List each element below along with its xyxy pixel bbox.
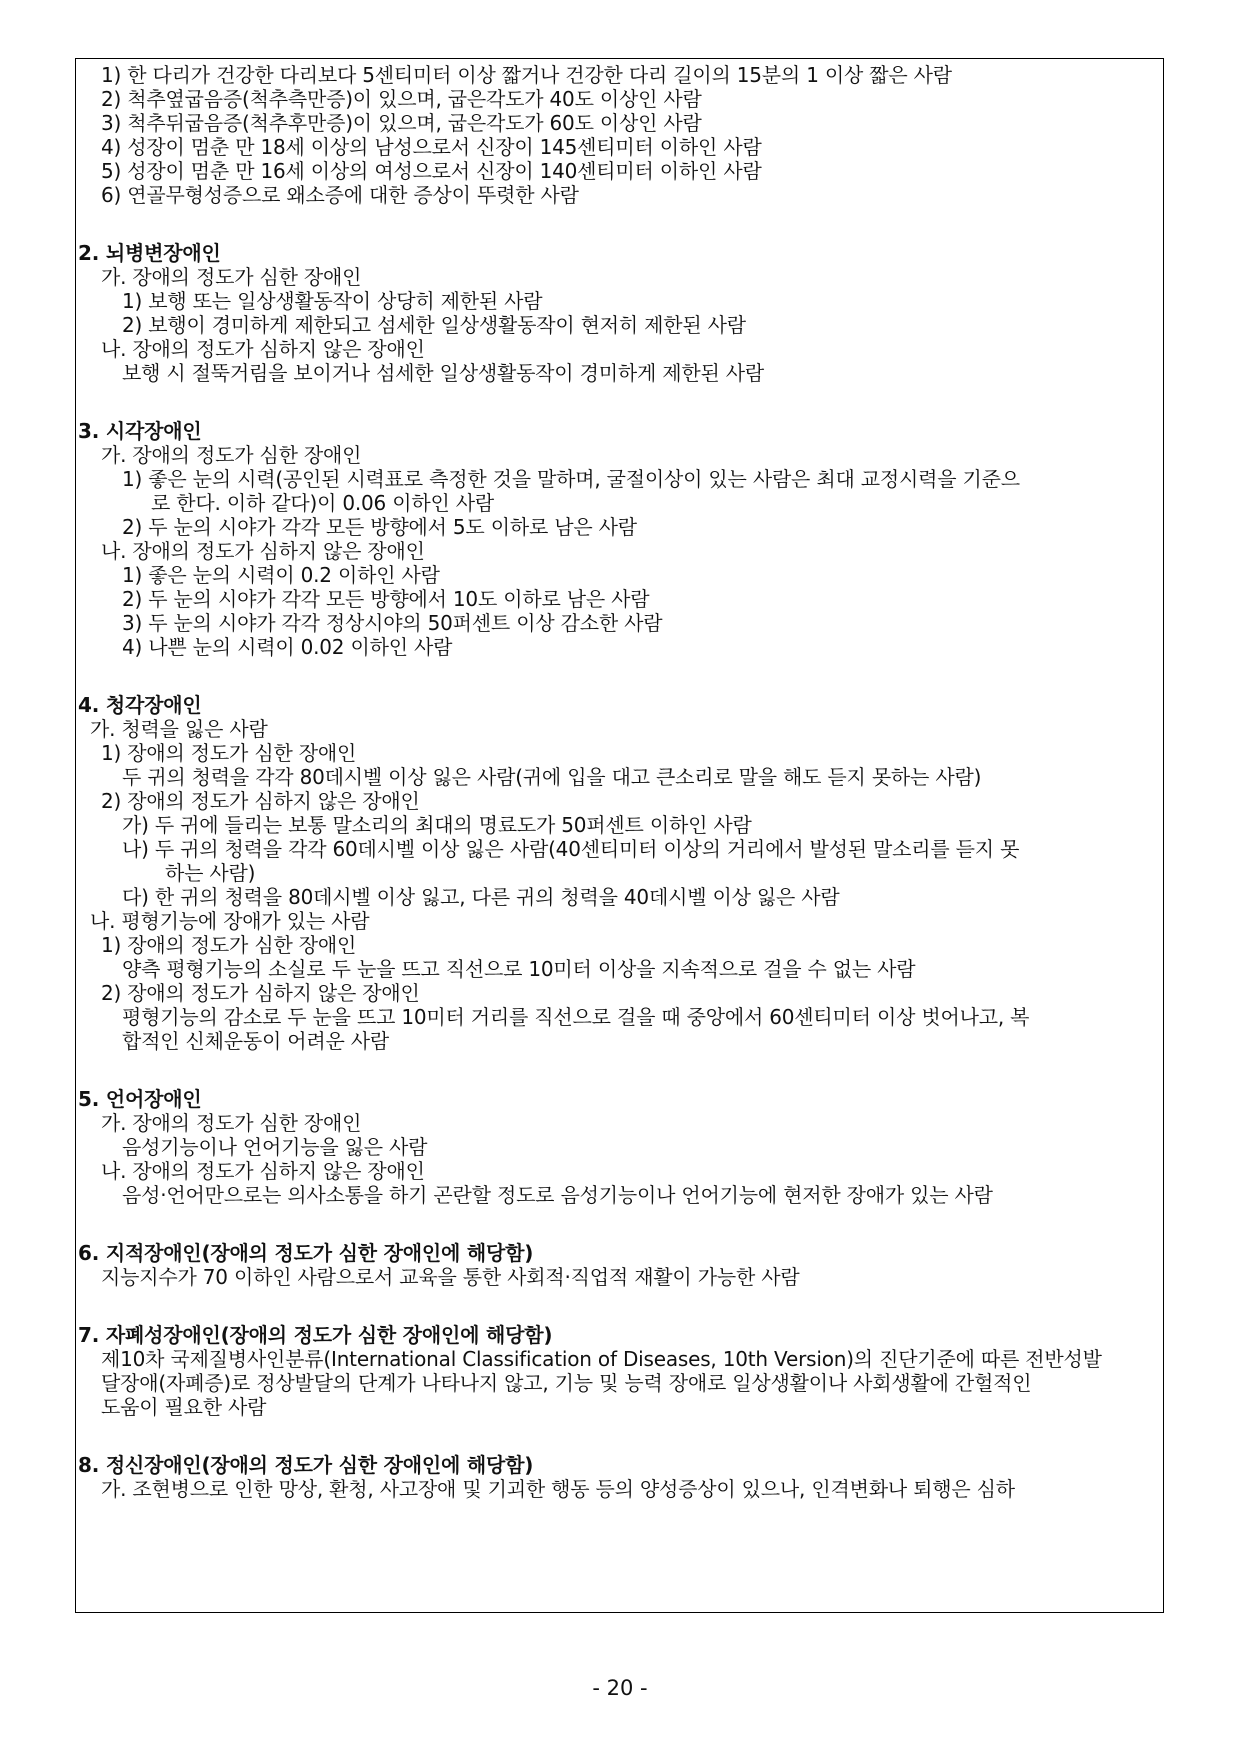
s5-line-2: 음성기능이나 언어기능을 잃은 사람 xyxy=(122,1135,428,1159)
s5-line-1: 가. 장애의 정도가 심한 장애인 xyxy=(101,1111,362,1135)
s2-line-3: 2) 보행이 경미하게 제한되고 섬세한 일상생활동작이 현저히 제한된 사람 xyxy=(122,313,746,337)
s7-line-3: 도움이 필요한 사람 xyxy=(101,1395,267,1419)
s5-line-4: 음성·언어만으로는 의사소통을 하기 곤란할 정도로 음성기능이나 언어기능에 현저한 장애가 있는 사람 xyxy=(122,1183,993,1207)
s3-line-1: 가. 장애의 정도가 심한 장애인 xyxy=(101,443,362,467)
section-5-title: 5. 언어장애인 xyxy=(78,1087,202,1111)
section-2-title: 2. 뇌병변장애인 xyxy=(78,241,221,265)
s4-line-6: 나) 두 귀의 청력을 각각 60데시벨 이상 잃은 사람(40센티미터 이상의 거리에서 발성된 말소리를 듣지 못 xyxy=(122,837,1020,861)
s4-line-2: 1) 장애의 정도가 심한 장애인 xyxy=(101,741,357,765)
s3-line-3: 로 한다. 이하 같다)이 0.06 이하인 사람 xyxy=(151,491,494,515)
s3-line-2: 1) 좋은 눈의 시력(공인된 시력표로 측정한 것을 말하며, 굴절이상이 있는 사람은 최대 교정시력을 기준으 xyxy=(122,467,1020,491)
s7-line-1: 제10차 국제질병사인분류(International Classification of Diseases, 10th Version)의 진단기준에 따른 전반성발 xyxy=(101,1347,1102,1371)
section-4-title: 4. 청각장애인 xyxy=(78,693,202,717)
s4-line-4: 2) 장애의 정도가 심하지 않은 장애인 xyxy=(101,789,420,813)
s4-line-3: 두 귀의 청력을 각각 80데시벨 이상 잃은 사람(귀에 입을 대고 큰소리로 말을 해도 듣지 못하는 사람) xyxy=(122,765,982,789)
s4-line-1: 가. 청력을 잃은 사람 xyxy=(90,717,268,741)
s4-line-14: 합적인 신체운동이 어려운 사람 xyxy=(122,1029,390,1053)
s4-line-5: 가) 두 귀에 들리는 보통 말소리의 최대의 명료도가 50퍼센트 이하인 사람 xyxy=(122,813,752,837)
s4-line-10: 1) 장애의 정도가 심한 장애인 xyxy=(101,933,357,957)
s3-line-7: 2) 두 눈의 시야가 각각 모든 방향에서 10도 이하로 남은 사람 xyxy=(122,587,650,611)
s4-line-9: 나. 평형기능에 장애가 있는 사람 xyxy=(90,909,370,933)
s2-line-2: 1) 보행 또는 일상생활동작이 상당히 제한된 사람 xyxy=(122,289,543,313)
section-7-title: 7. 자폐성장애인(장애의 정도가 심한 장애인에 해당함) xyxy=(78,1323,553,1347)
section-6-title: 6. 지적장애인(장애의 정도가 심한 장애인에 해당함) xyxy=(78,1241,534,1265)
s4-line-7: 하는 사람) xyxy=(165,861,256,885)
s4-line-11: 양측 평형기능의 소실로 두 눈을 뜨고 직선으로 10미터 이상을 지속적으로 걸을 수 없는 사람 xyxy=(122,957,916,981)
s8-line-1: 가. 조현병으로 인한 망상, 환청, 사고장애 및 기괴한 행동 등의 양성증상이 있으나, 인격변화나 퇴행은 심하 xyxy=(101,1477,1015,1501)
intro-item-5: 5) 성장이 멈춘 만 16세 이상의 여성으로서 신장이 140센티미터 이하인 사람 xyxy=(101,159,762,183)
section-3-title: 3. 시각장애인 xyxy=(78,419,202,443)
intro-item-3: 3) 척추뒤굽음증(척추후만증)이 있으며, 굽은각도가 60도 이상인 사람 xyxy=(101,111,702,135)
s3-line-8: 3) 두 눈의 시야가 각각 정상시야의 50퍼센트 이상 감소한 사람 xyxy=(122,611,663,635)
intro-item-4: 4) 성장이 멈춘 만 18세 이상의 남성으로서 신장이 145센티미터 이하인 사람 xyxy=(101,135,762,159)
intro-item-1: 1) 한 다리가 건강한 다리보다 5센티미터 이상 짧거나 건강한 다리 길이의 15분의 1 이상 짧은 사람 xyxy=(101,63,952,87)
intro-item-6: 6) 연골무형성증으로 왜소증에 대한 증상이 뚜렷한 사람 xyxy=(101,183,579,207)
s4-line-12: 2) 장애의 정도가 심하지 않은 장애인 xyxy=(101,981,420,1005)
s3-line-6: 1) 좋은 눈의 시력이 0.2 이하인 사람 xyxy=(122,563,440,587)
s3-line-9: 4) 나쁜 눈의 시력이 0.02 이하인 사람 xyxy=(122,635,453,659)
section-8-title: 8. 정신장애인(장애의 정도가 심한 장애인에 해당함) xyxy=(78,1453,534,1477)
s3-line-5: 나. 장애의 정도가 심하지 않은 장애인 xyxy=(101,539,425,563)
s2-line-5: 보행 시 절뚝거림을 보이거나 섬세한 일상생활동작이 경미하게 제한된 사람 xyxy=(122,361,764,385)
s5-line-3: 나. 장애의 정도가 심하지 않은 장애인 xyxy=(101,1159,425,1183)
intro-item-2: 2) 척추옆굽음증(척추측만증)이 있으며, 굽은각도가 40도 이상인 사람 xyxy=(101,87,702,111)
s4-line-13: 평형기능의 감소로 두 눈을 뜨고 10미터 거리를 직선으로 걸을 때 중앙에서 60센티미터 이상 벗어나고, 복 xyxy=(122,1005,1030,1029)
s3-line-4: 2) 두 눈의 시야가 각각 모든 방향에서 5도 이하로 남은 사람 xyxy=(122,515,637,539)
s6-line-1: 지능지수가 70 이하인 사람으로서 교육을 통한 사회적·직업적 재활이 가능한 사람 xyxy=(101,1265,800,1289)
s7-line-2: 달장애(자폐증)로 정상발달의 단계가 나타나지 않고, 기능 및 능력 장애로 일상생활이나 사회생활에 간헐적인 xyxy=(101,1371,1032,1395)
s2-line-1: 가. 장애의 정도가 심한 장애인 xyxy=(101,265,362,289)
s2-line-4: 나. 장애의 정도가 심하지 않은 장애인 xyxy=(101,337,425,361)
page-number: - 20 - xyxy=(592,1676,648,1700)
s4-line-8: 다) 한 귀의 청력을 80데시벨 이상 잃고, 다른 귀의 청력을 40데시벨 이상 잃은 사람 xyxy=(122,885,840,909)
